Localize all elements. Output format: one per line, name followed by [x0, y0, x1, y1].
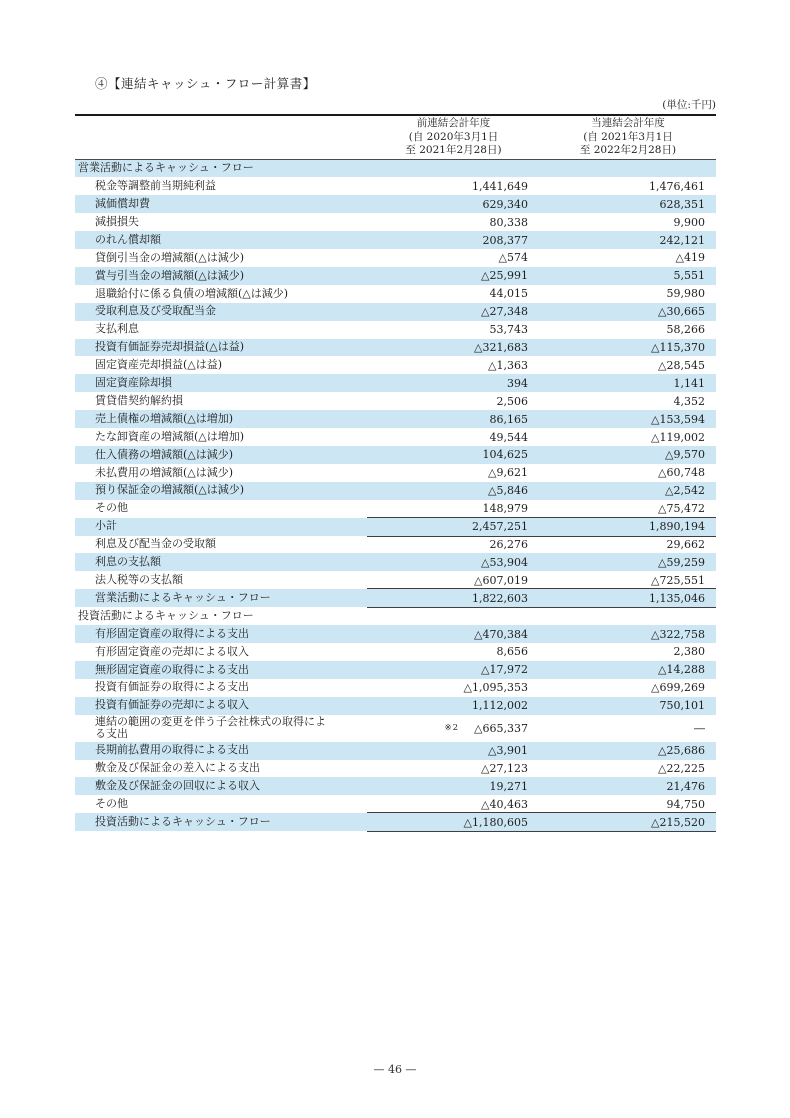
- table-row: [75, 777, 716, 795]
- row-values: [367, 321, 716, 339]
- value-current-year: △30,665: [658, 305, 705, 319]
- previous-year-cell: [367, 251, 540, 264]
- table-row: [75, 500, 716, 518]
- row-values: [367, 715, 716, 742]
- table-row: [75, 625, 716, 643]
- previous-year-cell: [367, 466, 540, 479]
- value-previous-year: 148,979: [482, 502, 528, 516]
- current-year-cell: [540, 520, 716, 533]
- row-label: 小計: [95, 519, 117, 533]
- value-current-year: △14,288: [658, 663, 705, 677]
- previous-year-cell: [367, 377, 540, 390]
- column-header-line: 至 2021年2月28日): [405, 144, 502, 156]
- row-values: [367, 795, 716, 813]
- current-year-cell: [540, 216, 716, 229]
- value-current-year: △322,758: [651, 627, 705, 641]
- row-values: [367, 760, 716, 778]
- table-row: [75, 321, 716, 339]
- row-label: 投資活動によるキャッシュ・フロー: [95, 814, 271, 828]
- value-previous-year: 629,340: [482, 197, 528, 211]
- value-previous-year: △607,019: [474, 573, 528, 587]
- row-label: 固定資産除却損: [95, 376, 172, 390]
- current-year-cell: [540, 699, 716, 712]
- value-previous-year: 394: [507, 376, 528, 390]
- previous-year-cell: [367, 780, 540, 793]
- current-year-cell: [540, 762, 716, 775]
- value-previous-year: △1,363: [488, 358, 528, 372]
- current-year-cell: [540, 269, 716, 282]
- value-previous-year: 208,377: [482, 233, 528, 247]
- row-label: 減価償却費: [95, 196, 150, 210]
- table-row: [75, 177, 716, 195]
- value-current-year: △22,225: [658, 761, 705, 775]
- value-previous-year: △17,972: [481, 663, 528, 677]
- row-values: [367, 607, 716, 625]
- value-current-year: 628,351: [659, 197, 705, 211]
- row-label: 税金等調整前当期純利益: [95, 179, 216, 193]
- previous-year-cell: [367, 287, 540, 300]
- table-row: [75, 356, 716, 374]
- row-label: 利息の支払額: [95, 555, 161, 569]
- current-year-cell: [540, 681, 716, 694]
- value-current-year: 1,135,046: [649, 591, 705, 605]
- row-label: 受取利息及び受取配当金: [95, 304, 216, 318]
- current-year-cell: [540, 744, 716, 757]
- row-values: [367, 356, 716, 374]
- current-year-cell: [540, 287, 716, 300]
- value-previous-year: △1,095,353: [463, 681, 528, 695]
- row-values: [367, 285, 716, 303]
- value-previous-year: △53,904: [481, 555, 528, 569]
- value-current-year: △9,570: [665, 448, 705, 462]
- table-row: [75, 518, 716, 536]
- previous-year-cell: [367, 798, 540, 811]
- value-previous-year: △1,180,605: [463, 815, 528, 829]
- row-values: [367, 553, 716, 571]
- value-previous-year: △9,621: [488, 466, 528, 480]
- value-current-year: △75,472: [658, 502, 705, 516]
- previous-year-cell: [367, 341, 540, 354]
- table-row: [75, 697, 716, 715]
- row-values: [367, 625, 716, 643]
- table-row: [75, 536, 716, 554]
- row-values: [367, 303, 716, 321]
- value-current-year: 1,141: [673, 376, 705, 390]
- row-label: 利息及び配当金の受取額: [95, 537, 216, 551]
- section-row: [75, 607, 716, 625]
- current-year-cell: [540, 448, 716, 461]
- table-row: [75, 428, 716, 446]
- current-year-cell: [540, 180, 716, 193]
- row-values: [367, 813, 716, 831]
- row-label: 支払利息: [95, 322, 139, 336]
- previous-year-cell: [367, 395, 540, 408]
- column-header-line: 至 2022年2月28日): [579, 144, 677, 156]
- row-values: [367, 339, 716, 357]
- table-row: [75, 795, 716, 813]
- current-year-cell: [540, 628, 716, 641]
- column-header-line: (自 2021年3月1日: [583, 130, 673, 143]
- table-row: [75, 285, 716, 303]
- row-values: [367, 518, 716, 536]
- value-previous-year: △574: [498, 251, 528, 265]
- row-values: [367, 446, 716, 464]
- row-label: のれん償却額: [95, 232, 161, 246]
- row-label: 法人税等の支払額: [95, 573, 183, 586]
- previous-year-cell: [367, 592, 540, 605]
- value-previous-year: 2,506: [496, 394, 528, 408]
- section-row: [75, 160, 716, 178]
- row-label: 有形固定資産の取得による支出: [95, 626, 249, 640]
- table-row: [75, 813, 716, 831]
- row-label: 未払費用の増減額(△は減少): [95, 465, 234, 479]
- table-row: [75, 392, 716, 410]
- row-values: [367, 374, 716, 392]
- current-year-cell: [540, 663, 716, 676]
- value-current-year: 29,662: [666, 537, 705, 551]
- previous-year-cell: [367, 305, 540, 318]
- row-label: 減損損失: [95, 214, 139, 228]
- previous-year-cell: [367, 556, 540, 569]
- table-row: [75, 571, 716, 589]
- table-row: [75, 267, 716, 285]
- column-header-line: 前連結会計年度: [416, 117, 491, 129]
- value-current-year: 1,890,194: [649, 520, 705, 534]
- table-row: [75, 679, 716, 697]
- value-previous-year: 1,822,603: [472, 591, 528, 605]
- row-values: [367, 195, 716, 213]
- value-current-year: 4,352: [673, 394, 705, 408]
- cash-flow-table: [75, 97, 716, 831]
- value-current-year: △725,551: [651, 573, 705, 587]
- table-row: [75, 249, 716, 267]
- previous-year-cell: [367, 448, 540, 461]
- table-row: [75, 374, 716, 392]
- previous-year-cell: [367, 269, 540, 282]
- value-current-year: △60,748: [658, 466, 705, 480]
- table-row: [75, 553, 716, 571]
- value-previous-year: 1,112,002: [472, 699, 528, 713]
- row-label: 固定資産売却損益(△は益): [95, 358, 223, 372]
- row-values: [367, 160, 716, 178]
- current-year-cell: [540, 431, 716, 444]
- table-row: [75, 231, 716, 249]
- row-label: 投資有価証券売却損益(△は益): [95, 340, 245, 354]
- row-label: 敷金及び保証金の差入による支出: [95, 761, 260, 775]
- table-row: [75, 464, 716, 482]
- current-year-cell: [540, 798, 716, 811]
- previous-year-cell: [367, 628, 540, 641]
- row-values: [367, 249, 716, 267]
- value-current-year: △419: [675, 251, 705, 265]
- previous-year-cell: [367, 722, 540, 735]
- header-spacer: [75, 116, 367, 159]
- row-values: [367, 392, 716, 410]
- row-values: [367, 231, 716, 249]
- value-current-year: △215,520: [651, 815, 705, 829]
- value-previous-year: 1,441,649: [472, 179, 528, 193]
- row-values: [367, 536, 716, 554]
- current-year-cell: [540, 556, 716, 569]
- value-current-year: △699,269: [651, 681, 705, 695]
- value-previous-year: △25,991: [481, 269, 528, 283]
- value-current-year: 1,476,461: [649, 179, 705, 193]
- value-current-year: △2,542: [665, 484, 705, 498]
- row-values: [367, 679, 716, 697]
- row-values: [367, 697, 716, 715]
- value-previous-year: △470,384: [474, 627, 528, 641]
- value-previous-year: △5,846: [488, 484, 528, 498]
- row-label: 長期前払費用の取得による支出: [95, 743, 249, 757]
- table-row: [75, 760, 716, 778]
- value-previous-year: 8,656: [496, 645, 528, 659]
- value-current-year: △59,259: [658, 555, 705, 569]
- page-number: — 46 —: [373, 1063, 417, 1076]
- table-row: [75, 446, 716, 464]
- previous-year-cell: [367, 645, 540, 658]
- previous-year-cell: [367, 681, 540, 694]
- table-header: [75, 114, 716, 160]
- row-label: 連結の範囲の変更を伴う子会社株式の取得による支出: [95, 714, 326, 741]
- row-label: たな卸資産の増減額(△は増加): [95, 429, 245, 443]
- current-year-cell: [540, 251, 716, 264]
- value-current-year: 59,980: [666, 287, 705, 301]
- row-label: 投資活動によるキャッシュ・フロー: [78, 608, 254, 622]
- value-current-year: △115,370: [651, 341, 705, 355]
- value-current-year: △28,545: [658, 358, 705, 372]
- value-current-year: △25,686: [658, 744, 705, 758]
- unit-label: (単位:千円): [662, 99, 716, 111]
- previous-year-cell: [367, 323, 540, 336]
- previous-year-cell: [367, 663, 540, 676]
- value-previous-year: 104,625: [482, 448, 528, 462]
- value-current-year: 5,551: [673, 269, 705, 283]
- table-row: [75, 742, 716, 760]
- table-row: [75, 410, 716, 428]
- row-values: [367, 177, 716, 195]
- value-previous-year: 80,338: [489, 215, 528, 229]
- value-current-year: 750,101: [659, 699, 705, 713]
- row-label: 売上債権の増減額(△は増加): [95, 411, 234, 425]
- row-values: [367, 213, 716, 231]
- current-year-cell: [540, 574, 716, 587]
- row-label: 退職給付に係る負債の増減額(△は減少): [95, 286, 289, 300]
- current-year-cell: [540, 198, 716, 211]
- previous-year-cell: [367, 180, 540, 193]
- current-year-cell: [540, 592, 716, 605]
- table-row: [75, 213, 716, 231]
- row-values: [367, 643, 716, 661]
- row-label: 預り保証金の増減額(△は減少): [95, 483, 245, 497]
- current-year-cell: [540, 234, 716, 247]
- current-year-cell: [540, 816, 716, 829]
- previous-year-cell: [367, 574, 540, 587]
- table-row: [75, 715, 716, 742]
- value-previous-year: △40,463: [481, 797, 528, 811]
- current-year-cell: [540, 359, 716, 372]
- previous-year-cell: [367, 538, 540, 551]
- value-previous-year: △321,683: [474, 341, 528, 355]
- current-year-cell: [540, 502, 716, 515]
- row-values: [367, 589, 716, 607]
- current-year-cell: [540, 413, 716, 426]
- row-label: 無形固定資産の取得による支出: [95, 662, 249, 676]
- value-current-year: 21,476: [666, 779, 705, 793]
- previous-year-cell: [367, 198, 540, 211]
- table-body: [75, 160, 716, 832]
- table-row: [75, 195, 716, 213]
- row-values: [367, 482, 716, 500]
- previous-year-cell: [367, 762, 540, 775]
- value-current-year: 242,121: [659, 233, 705, 247]
- row-values: [367, 661, 716, 679]
- table-row: [75, 661, 716, 679]
- row-label: 営業活動によるキャッシュ・フロー: [78, 161, 254, 175]
- column-header-line: 当連結会計年度: [591, 117, 665, 129]
- column-header-previous-year: [367, 116, 540, 159]
- row-label: その他: [95, 796, 128, 810]
- row-label: その他: [95, 501, 128, 515]
- column-header-line: (自 2020年3月1日: [408, 130, 499, 143]
- previous-year-cell: [367, 413, 540, 426]
- row-values: [367, 571, 716, 589]
- previous-year-cell: [367, 431, 540, 444]
- table-row: [75, 643, 716, 661]
- value-previous-year: 19,271: [489, 779, 528, 793]
- row-values: [367, 500, 716, 518]
- value-current-year: 58,266: [666, 323, 705, 337]
- row-label: 営業活動によるキャッシュ・フロー: [95, 590, 271, 604]
- previous-year-cell: [367, 520, 540, 533]
- column-header-current-year: [540, 116, 716, 159]
- value-current-year: 94,750: [666, 797, 705, 811]
- value-current-year: 2,380: [673, 645, 705, 659]
- value-previous-year: 86,165: [489, 412, 528, 426]
- row-label: 有形固定資産の売却による収入: [95, 644, 249, 658]
- row-values: [367, 742, 716, 760]
- current-year-cell: [540, 377, 716, 390]
- value-previous-year: 26,276: [489, 537, 528, 551]
- table-row: [75, 339, 716, 357]
- current-year-cell: [540, 341, 716, 354]
- table-row: [75, 589, 716, 607]
- row-values: [367, 777, 716, 795]
- row-values: [367, 267, 716, 285]
- value-previous-year: △27,348: [481, 305, 528, 319]
- value-current-year: 9,900: [673, 215, 705, 229]
- current-year-cell: [540, 395, 716, 408]
- note-marker: ※2: [444, 723, 460, 734]
- page-title: ④【連結キャッシュ・フロー計算書】: [95, 76, 316, 91]
- previous-year-cell: [367, 744, 540, 757]
- previous-year-cell: [367, 359, 540, 372]
- row-values: [367, 464, 716, 482]
- row-label: 敷金及び保証金の回収による収入: [95, 779, 260, 793]
- current-year-cell: [540, 645, 716, 658]
- previous-year-cell: [367, 699, 540, 712]
- previous-year-cell: [367, 234, 540, 247]
- current-year-cell: [540, 323, 716, 336]
- row-label: 仕入債務の増減額(△は減少): [95, 447, 234, 461]
- row-label: 貸倒引当金の増減額(△は減少): [95, 250, 245, 264]
- value-previous-year: △27,123: [481, 761, 528, 775]
- value-previous-year: 49,544: [489, 430, 528, 444]
- row-label: 投資有価証券の取得による支出: [95, 680, 249, 694]
- current-year-cell: [540, 538, 716, 551]
- value-current-year: △119,002: [651, 430, 705, 444]
- value-previous-year: 2,457,251: [472, 520, 528, 534]
- row-label: 賞与引当金の増減額(△は減少): [95, 268, 245, 282]
- current-year-cell: [540, 780, 716, 793]
- value-previous-year: 53,743: [489, 323, 528, 337]
- row-values: [367, 410, 716, 428]
- current-year-cell: [540, 305, 716, 318]
- row-values: [367, 428, 716, 446]
- row-label: 賃貸借契約解約損: [95, 393, 183, 407]
- value-previous-year: 44,015: [489, 287, 528, 301]
- value-previous-year: △3,901: [488, 744, 528, 758]
- previous-year-cell: [367, 484, 540, 497]
- current-year-cell: [540, 466, 716, 479]
- current-year-cell: [540, 484, 716, 497]
- table-row: [75, 482, 716, 500]
- previous-year-cell: [367, 816, 540, 829]
- value-current-year: ―: [694, 721, 705, 735]
- previous-year-cell: [367, 502, 540, 515]
- current-year-cell: [540, 722, 716, 735]
- previous-year-cell: [367, 216, 540, 229]
- value-current-year: △153,594: [651, 412, 705, 426]
- table-row: [75, 303, 716, 321]
- value-previous-year: △665,337: [474, 721, 528, 735]
- row-label: 投資有価証券の売却による収入: [95, 698, 249, 712]
